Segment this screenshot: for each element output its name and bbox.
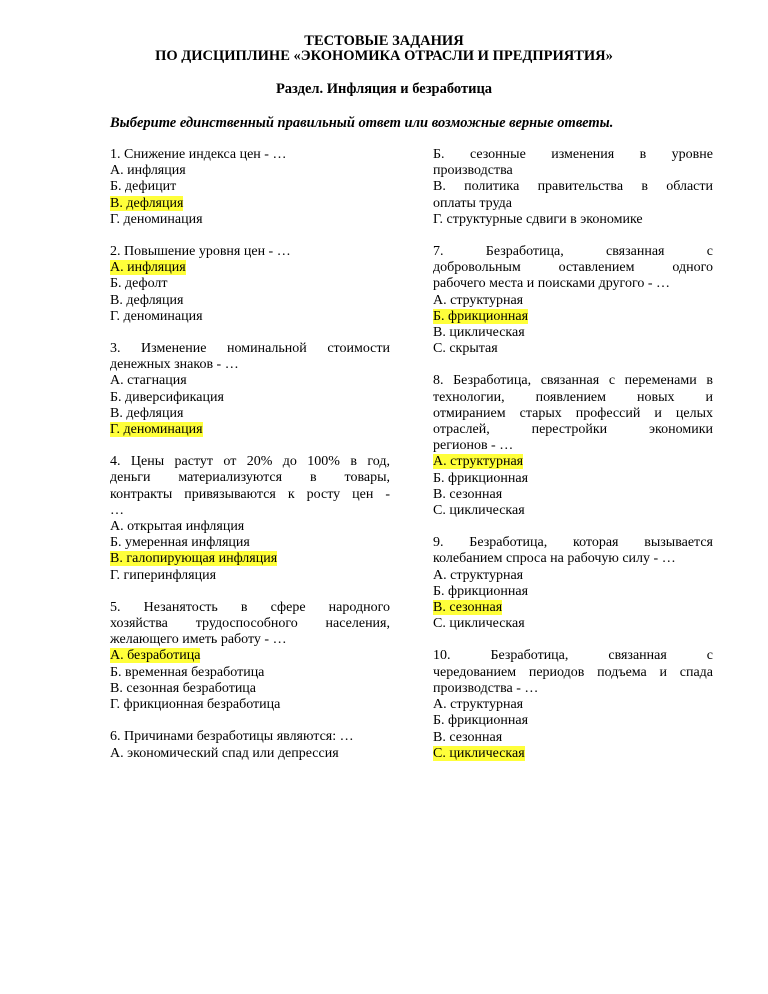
document-title-line1: ТЕСТОВЫЕ ЗАДАНИЯ: [304, 33, 464, 49]
answer-option: В. сезонная: [433, 486, 503, 502]
answer-option-correct: В. сезонная: [433, 600, 503, 616]
answer-option: Б. умеренная инфляция: [110, 535, 250, 551]
question-5: [110, 600, 390, 713]
answer-option-correct: А. безработица: [110, 648, 201, 664]
question-stem: желающего иметь работу - …: [110, 632, 287, 648]
question-stem: регионов - …: [433, 438, 514, 454]
answer-option: В. сезонная: [433, 729, 503, 745]
answer-option-correct: Г. деноминация: [110, 422, 203, 438]
answer-option: производства: [433, 163, 513, 179]
answer-option: А. структурная: [433, 567, 524, 583]
question-stem: 10. Безработица, связанная с: [433, 648, 713, 664]
answer-option: В. дефляция: [110, 405, 184, 421]
question-stem: технологии, появлением новых и: [433, 389, 713, 405]
answer-option-correct: В. галопирующая инфляция: [110, 551, 278, 567]
answer-option: Б. диверсификация: [110, 389, 224, 405]
answer-option: А. структурная: [433, 697, 524, 713]
question-stem: отмиранием старых профессий и целых: [433, 405, 713, 421]
question-9: [433, 535, 713, 632]
answer-option-correct: С. циклическая: [433, 745, 525, 761]
right-column: [433, 147, 713, 778]
question-4: [110, 454, 390, 584]
question-stem: рабочего места и поисками другого - …: [433, 276, 670, 292]
answer-option-correct: В. дефляция: [110, 195, 184, 211]
answer-option: Б. временная безработица: [110, 664, 265, 680]
answer-option: С. циклическая: [433, 616, 525, 632]
question-1: [110, 147, 390, 228]
question-stem: денежных знаков - …: [110, 357, 239, 373]
answer-option: А. экономический спад или депрессия: [110, 745, 339, 761]
answer-option: А. инфляция: [110, 163, 186, 179]
question-3: [110, 341, 390, 438]
question-2: [110, 244, 390, 325]
question-8: [433, 373, 713, 519]
answer-option: С. скрытая: [433, 341, 498, 357]
question-stem: отраслей, перестройки экономики: [433, 422, 713, 438]
question-stem: 3. Изменение номинальной стоимости: [110, 341, 390, 357]
answer-option: Г. гиперинфляция: [110, 567, 217, 583]
question-stem: 6. Причинами безработицы являются: …: [110, 729, 354, 745]
question-stem: 2. Повышение уровня цен - …: [110, 244, 291, 260]
answer-option: Б. дефолт: [110, 276, 168, 292]
question-stem: 1. Снижение индекса цен - …: [110, 147, 287, 162]
question-6-continued: [433, 147, 713, 228]
question-6: [110, 729, 390, 761]
answer-option: Г. фрикционная безработица: [110, 697, 281, 713]
question-stem: добровольным оставлением одного: [433, 260, 713, 276]
question-stem: контракты привязываются к росту цен -: [110, 486, 390, 502]
question-stem: производства - …: [433, 680, 539, 696]
question-stem: 7. Безработица, связанная с: [433, 244, 713, 260]
answer-option: Г. деноминация: [110, 308, 203, 324]
answer-option: В. дефляция: [110, 292, 184, 308]
answer-option-correct: А. структурная: [433, 454, 524, 470]
answer-option: Б. фрикционная: [433, 470, 529, 486]
answer-option: В. политика правительства в области: [433, 179, 713, 195]
question-7: [433, 244, 713, 357]
answer-option: Б. фрикционная: [433, 583, 529, 599]
answer-option: Б. фрикционная: [433, 713, 529, 729]
left-column: [110, 147, 390, 778]
question-stem: деньги материализуются в товары,: [110, 470, 390, 486]
answer-option: оплаты труда: [433, 195, 512, 211]
instruction-text: Выберите единственный правильный ответ или возможные верные ответы.: [110, 115, 614, 131]
question-stem: …: [110, 502, 124, 518]
answer-option: С. циклическая: [433, 503, 525, 519]
answer-option: Б. дефицит: [110, 179, 177, 195]
question-stem: чередованием периодов подъема и спада: [433, 664, 713, 680]
answer-option-correct: А. инфляция: [110, 260, 186, 276]
answer-option: Б. сезонные изменения в уровне: [433, 147, 713, 162]
answer-option: Г. деноминация: [110, 211, 203, 227]
question-stem: 8. Безработица, связанная с переменами в: [433, 373, 713, 389]
answer-option: А. стагнация: [110, 373, 187, 389]
question-stem: колебанием спроса на рабочую силу - …: [433, 551, 676, 567]
question-stem: 9. Безработица, которая вызывается: [433, 535, 713, 551]
question-stem: хозяйства трудоспособного населения,: [110, 616, 390, 632]
answer-option: В. сезонная безработица: [110, 680, 257, 696]
answer-option: Г. структурные сдвиги в экономике: [433, 211, 643, 227]
answer-option: А. открытая инфляция: [110, 519, 245, 535]
question-stem: 4. Цены растут от 20% до 100% в год,: [110, 454, 390, 470]
answer-option: А. структурная: [433, 292, 524, 308]
section-heading: Раздел. Инфляция и безработица: [275, 81, 493, 97]
question-10: [433, 648, 713, 761]
question-stem: 5. Незанятость в сфере народного: [110, 599, 390, 615]
document-title-line2: ПО ДИСЦИПЛИНЕ «ЭКОНОМИКА ОТРАСЛИ И ПРЕДПРИЯТИЯ»: [155, 48, 613, 64]
answer-option-correct: Б. фрикционная: [433, 308, 529, 324]
answer-option: В. циклическая: [433, 325, 525, 341]
